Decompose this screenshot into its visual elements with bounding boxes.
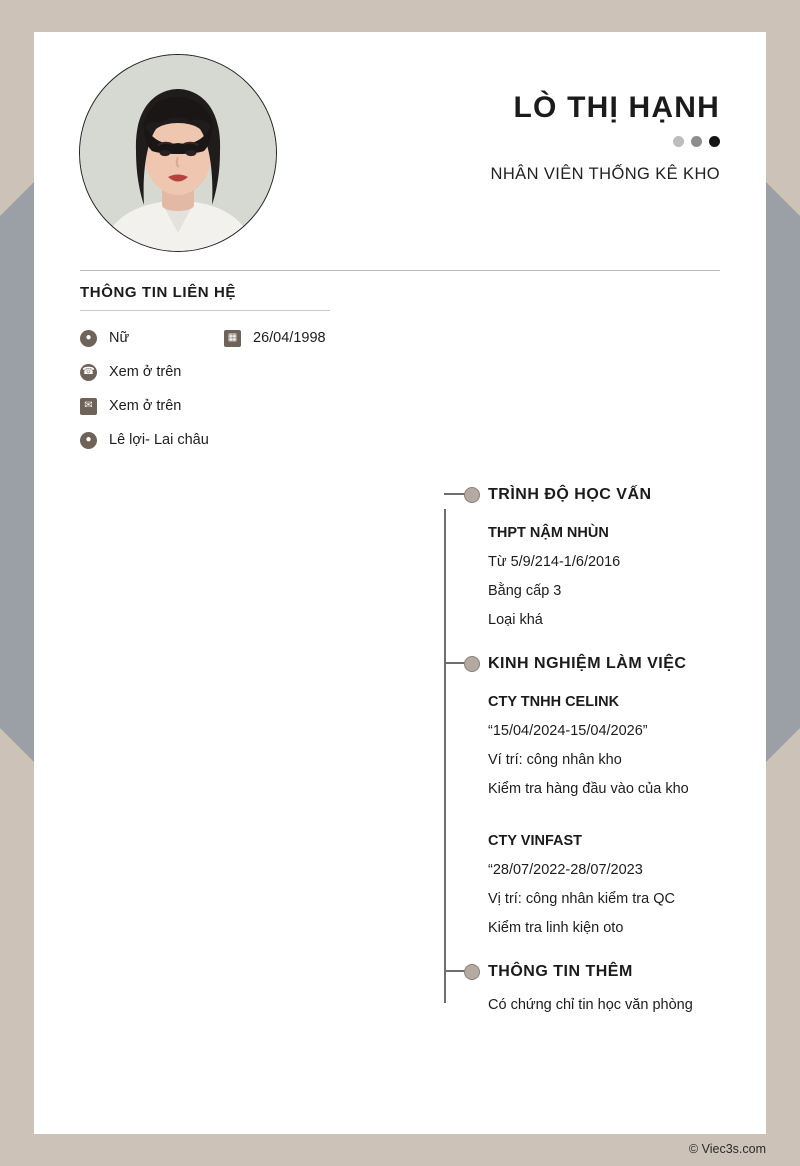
contact-gender: Nữ [109,330,130,346]
spacer [444,936,744,964]
additional-heading-row [488,964,744,984]
decorative-dots [491,136,720,147]
person-icon: ● [80,330,97,347]
timeline-bullet-icon [464,964,480,980]
background-strip-right-grey [766,182,800,762]
education-heading-row [488,487,744,507]
contact-section-title: THÔNG TIN LIÊN HỆ [80,284,330,311]
contact-rows [80,321,410,457]
background-corner-left-top [0,182,34,216]
experience-duty: Kiểm tra linh kiện oto [488,920,624,936]
contact-row-gender-birthday [80,321,410,355]
background-strip-left-top [0,0,34,182]
contact-section [80,284,410,457]
experience-job [488,694,744,797]
spacer [488,797,744,815]
timeline [444,487,744,1013]
additional-note: Có chứng chỉ tin học văn phòng [488,997,693,1013]
experience-period: “28/07/2022-28/07/2023 [488,862,643,878]
spacer [444,628,744,656]
contact-row-phone [80,355,410,389]
background-corner-left-bottom [0,728,34,762]
header-divider [80,270,720,271]
dot-icon-1 [673,136,684,147]
timeline-stem-icon [444,493,466,495]
dot-icon-2 [691,136,702,147]
dot-icon-3 [709,136,720,147]
calendar-icon: ▦ [224,330,241,347]
background-corner-right-bottom [766,728,800,762]
location-pin-icon: ● [80,432,97,449]
timeline-bullet-icon [464,487,480,503]
experience-company: CTY VINFAST [488,833,582,849]
job-title: NHÂN VIÊN THỐNG KÊ KHO [490,164,720,183]
additional-section [444,964,744,1013]
contact-phone: Xem ở trên [109,364,182,380]
page-title: LÒ THỊ HẠNH [513,91,720,124]
experience-section [444,656,744,936]
background-strip-right-top [766,0,800,182]
education-grade: Loại khá [488,612,543,628]
contact-row-address [80,423,410,457]
avatar-photo [80,55,276,251]
experience-duty: Kiểm tra hàng đầu vào của kho [488,781,689,797]
additional-heading: THÔNG TIN THÊM [488,963,633,980]
contact-birthday-group [224,330,326,347]
education-period: Từ 5/9/214-1/6/2016 [488,554,621,570]
background-strip-left-grey [0,182,34,762]
contact-email: Xem ở trên [109,398,182,414]
experience-heading-row [488,656,744,676]
education-school: THPT NẬM NHÙN [488,525,609,541]
experience-company: CTY TNHH CELINK [488,694,620,710]
education-degree: Bằng cấp 3 [488,583,562,599]
experience-position: Vị trí: công nhân kiểm tra QC [488,891,675,907]
background-strip-right-bottom [766,762,800,1166]
contact-birthday: 26/04/1998 [253,330,326,346]
contact-address: Lê lợi- Lai châu [109,432,209,448]
phone-icon: ☎ [80,364,97,381]
education-heading: TRÌNH ĐỘ HỌC VẤN [488,486,652,503]
background-corner-right-top [766,182,800,216]
experience-period: “15/04/2024-15/04/2026” [488,723,648,739]
timeline-stem-icon [444,970,466,972]
education-section [444,487,744,628]
background-strip-left-bottom [0,762,34,1166]
resume-page [34,32,766,1134]
timeline-stem-icon [444,662,466,664]
experience-heading: KINH NGHIỆM LÀM VIỆC [488,655,687,672]
envelope-icon: ✉ [80,398,97,415]
footer-copyright: © Viec3s.com [688,1142,766,1156]
timeline-bullet-icon [464,656,480,672]
experience-job [488,833,744,936]
contact-row-email [80,389,410,423]
name-block [491,92,720,184]
resume-header [34,32,766,264]
experience-position: Ví trí: công nhân kho [488,752,622,768]
avatar [79,54,277,252]
